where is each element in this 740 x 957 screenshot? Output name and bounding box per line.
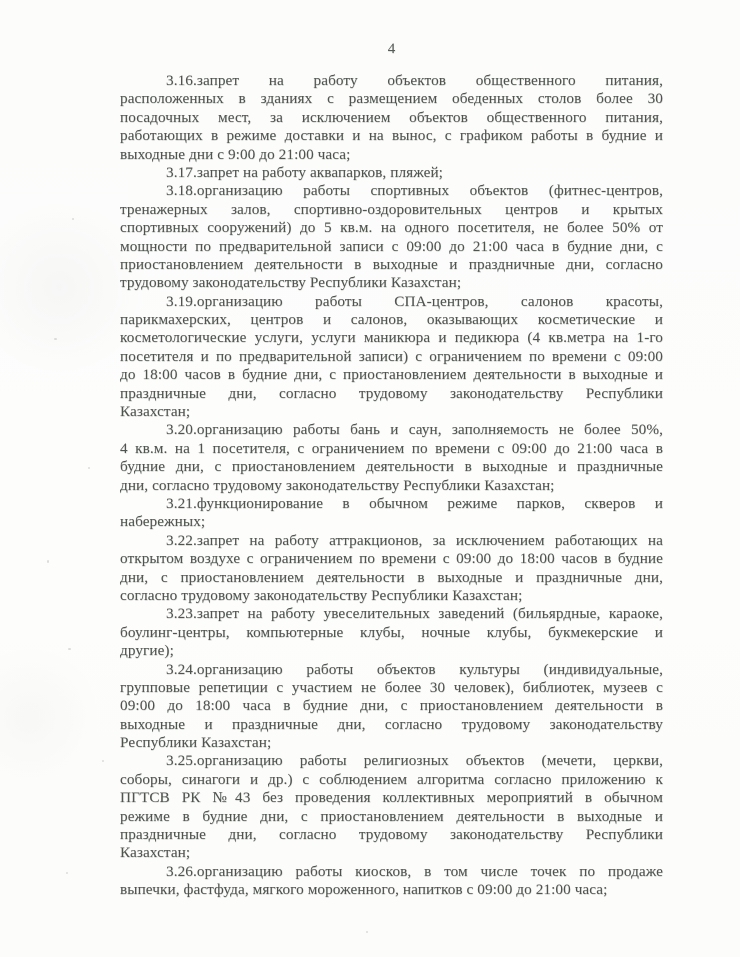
text-line: 4 кв.м. на 1 посетителя, с ограничением по времени с 09:00 до 21:00 часа в	[120, 439, 663, 457]
text-line: 3.19.организацию работы СПА-центров, салонов красоты,	[166, 292, 663, 310]
text-line: 3.26.организацию работы киосков, в том числе точек по продаже	[166, 862, 663, 880]
text-line: дни, согласно трудовому законодательству Республики Казахстан;	[120, 476, 555, 494]
paragraph-3.26	[120, 863, 663, 900]
text-line: парикмахерских, центров и салонов, оказывающих косметические и	[120, 311, 663, 329]
text-line: 3.25.организацию работы религиозных объектов (мечети, церкви,	[166, 752, 663, 770]
text-line: другие);	[120, 642, 174, 660]
text-line: 3.18.организацию работы спортивных объектов (фитнес-центров,	[166, 182, 663, 200]
text-line: 3.20.организацию работы бань и саун, заполняемость не более 50%,	[166, 421, 663, 439]
scan-speckle	[68, 648, 71, 650]
text-line: ПГТСВ РК №43 без проведения коллективных мероприятий в обычном	[120, 789, 663, 807]
paragraph-3.18	[120, 182, 663, 292]
scan-speckle	[66, 872, 68, 874]
paragraph-3.22	[120, 532, 663, 606]
text-line: посадочных мест, за исключением объектов общественного питания,	[120, 108, 663, 126]
text-line: мощности по предварительной записи с 09:00 до 21:00 часа в будние дни, с	[120, 237, 663, 255]
text-line: открытом воздухе с ограничением по времени с 09:00 до 18:00 часов в будние	[120, 550, 663, 568]
text-line: выпечки, фастфуда, мягкого мороженного, напитков с 09:00 до 21:00 часа;	[120, 881, 608, 899]
scan-speckle	[47, 560, 49, 563]
paragraph-3.25	[120, 752, 663, 862]
paragraph-3.24	[120, 661, 663, 753]
text-line: спортивных сооружений) до 5 кв.м. на одного посетителя, не более 50% от	[120, 219, 663, 237]
text-line: 3.23.запрет на работу увеселительных заведений (бильярдные, караоке,	[166, 605, 663, 623]
text-line: выходные дни с 9:00 до 21:00 часа;	[120, 145, 351, 163]
text-line: Республики Казахстан;	[120, 734, 272, 752]
text-line: дни, с приостановлением деятельности в выходные и праздничные дни,	[120, 568, 663, 586]
text-line: посетителя и по предварительной записи) с ограничением по времени с 09:00	[120, 347, 663, 365]
paragraph-3.21	[120, 495, 663, 532]
text-line: будние дни, с приостановлением деятельности в выходные и праздничные	[120, 458, 663, 476]
text-line: праздничные дни, согласно трудовому законодательству Республики	[120, 826, 663, 844]
text-line: приостановлением деятельности в выходные и праздничные дни, согласно	[120, 255, 663, 273]
text-line: 3.21.функционирование в обычном режиме парков, скверов и	[166, 494, 663, 512]
text-line: соборы, синагоги и др.) с соблюдением алгоритма согласно приложению к	[120, 770, 663, 788]
text-line: косметологические услуги, услуги маникюра и педикюра (4 кв.метра на 1-го	[120, 329, 663, 347]
scan-speckle	[88, 467, 90, 469]
text-line: 3.16.запрет на работу объектов общественного питания,	[166, 72, 663, 89]
text-line: работающих в режиме доставки и на вынос, с графиком работы в будние и	[120, 127, 663, 145]
text-line: согласно трудовому законодательству Республики Казахстан;	[120, 586, 523, 604]
paragraph-3.16	[120, 72, 663, 164]
scan-speckle	[54, 338, 57, 340]
text-line: 3.17.запрет на работу аквапарков, пляжей;	[166, 163, 443, 181]
page-number: 4	[387, 41, 396, 57]
text-line: трудовому законодательству Республики Казахстан;	[120, 274, 462, 292]
text-line: набережных;	[120, 513, 206, 531]
scan-speckle	[366, 931, 368, 933]
text-line: Казахстан;	[120, 403, 191, 421]
paragraph-3.23	[120, 605, 663, 660]
text-line: Казахстан;	[120, 844, 191, 862]
scan-speckle	[102, 760, 104, 762]
text-line: режиме в будние дни, с приостановлением деятельности в выходные и	[120, 807, 663, 825]
text-line: групповые репетиции с участием не более 30 человек), библиотек, музеев с	[120, 678, 663, 696]
paragraph-3.19	[120, 293, 663, 422]
text-line: 3.24.организацию работы объектов культуры (индивидуальные,	[166, 660, 663, 678]
text-line: боулинг-центры, компьютерные клубы, ночные клубы, букмекерские и	[120, 623, 663, 641]
text-line: 09:00 до 18:00 часа в будние дни, с приостановлением деятельности в	[120, 697, 663, 715]
text-line: праздничные дни, согласно трудовому законодательству Республики	[120, 384, 663, 402]
text-line: 3.22.запрет на работу аттракционов, за исключением работающих на	[166, 531, 663, 549]
document-body	[120, 72, 663, 900]
text-line: выходные и праздничные дни, согласно трудовому законодательству	[120, 715, 663, 733]
text-line: тренажерных залов, спортивно-оздоровительных центров и крытых	[120, 200, 663, 218]
paragraph-3.17	[120, 164, 663, 182]
scan-speckle	[72, 218, 74, 220]
text-line: расположенных в зданиях с размещением обеденных столов более 30	[120, 90, 663, 108]
text-line: до 18:00 часов в будние дни, с приостановлением деятельности в выходные и	[120, 366, 663, 384]
paragraph-3.20	[120, 421, 663, 495]
